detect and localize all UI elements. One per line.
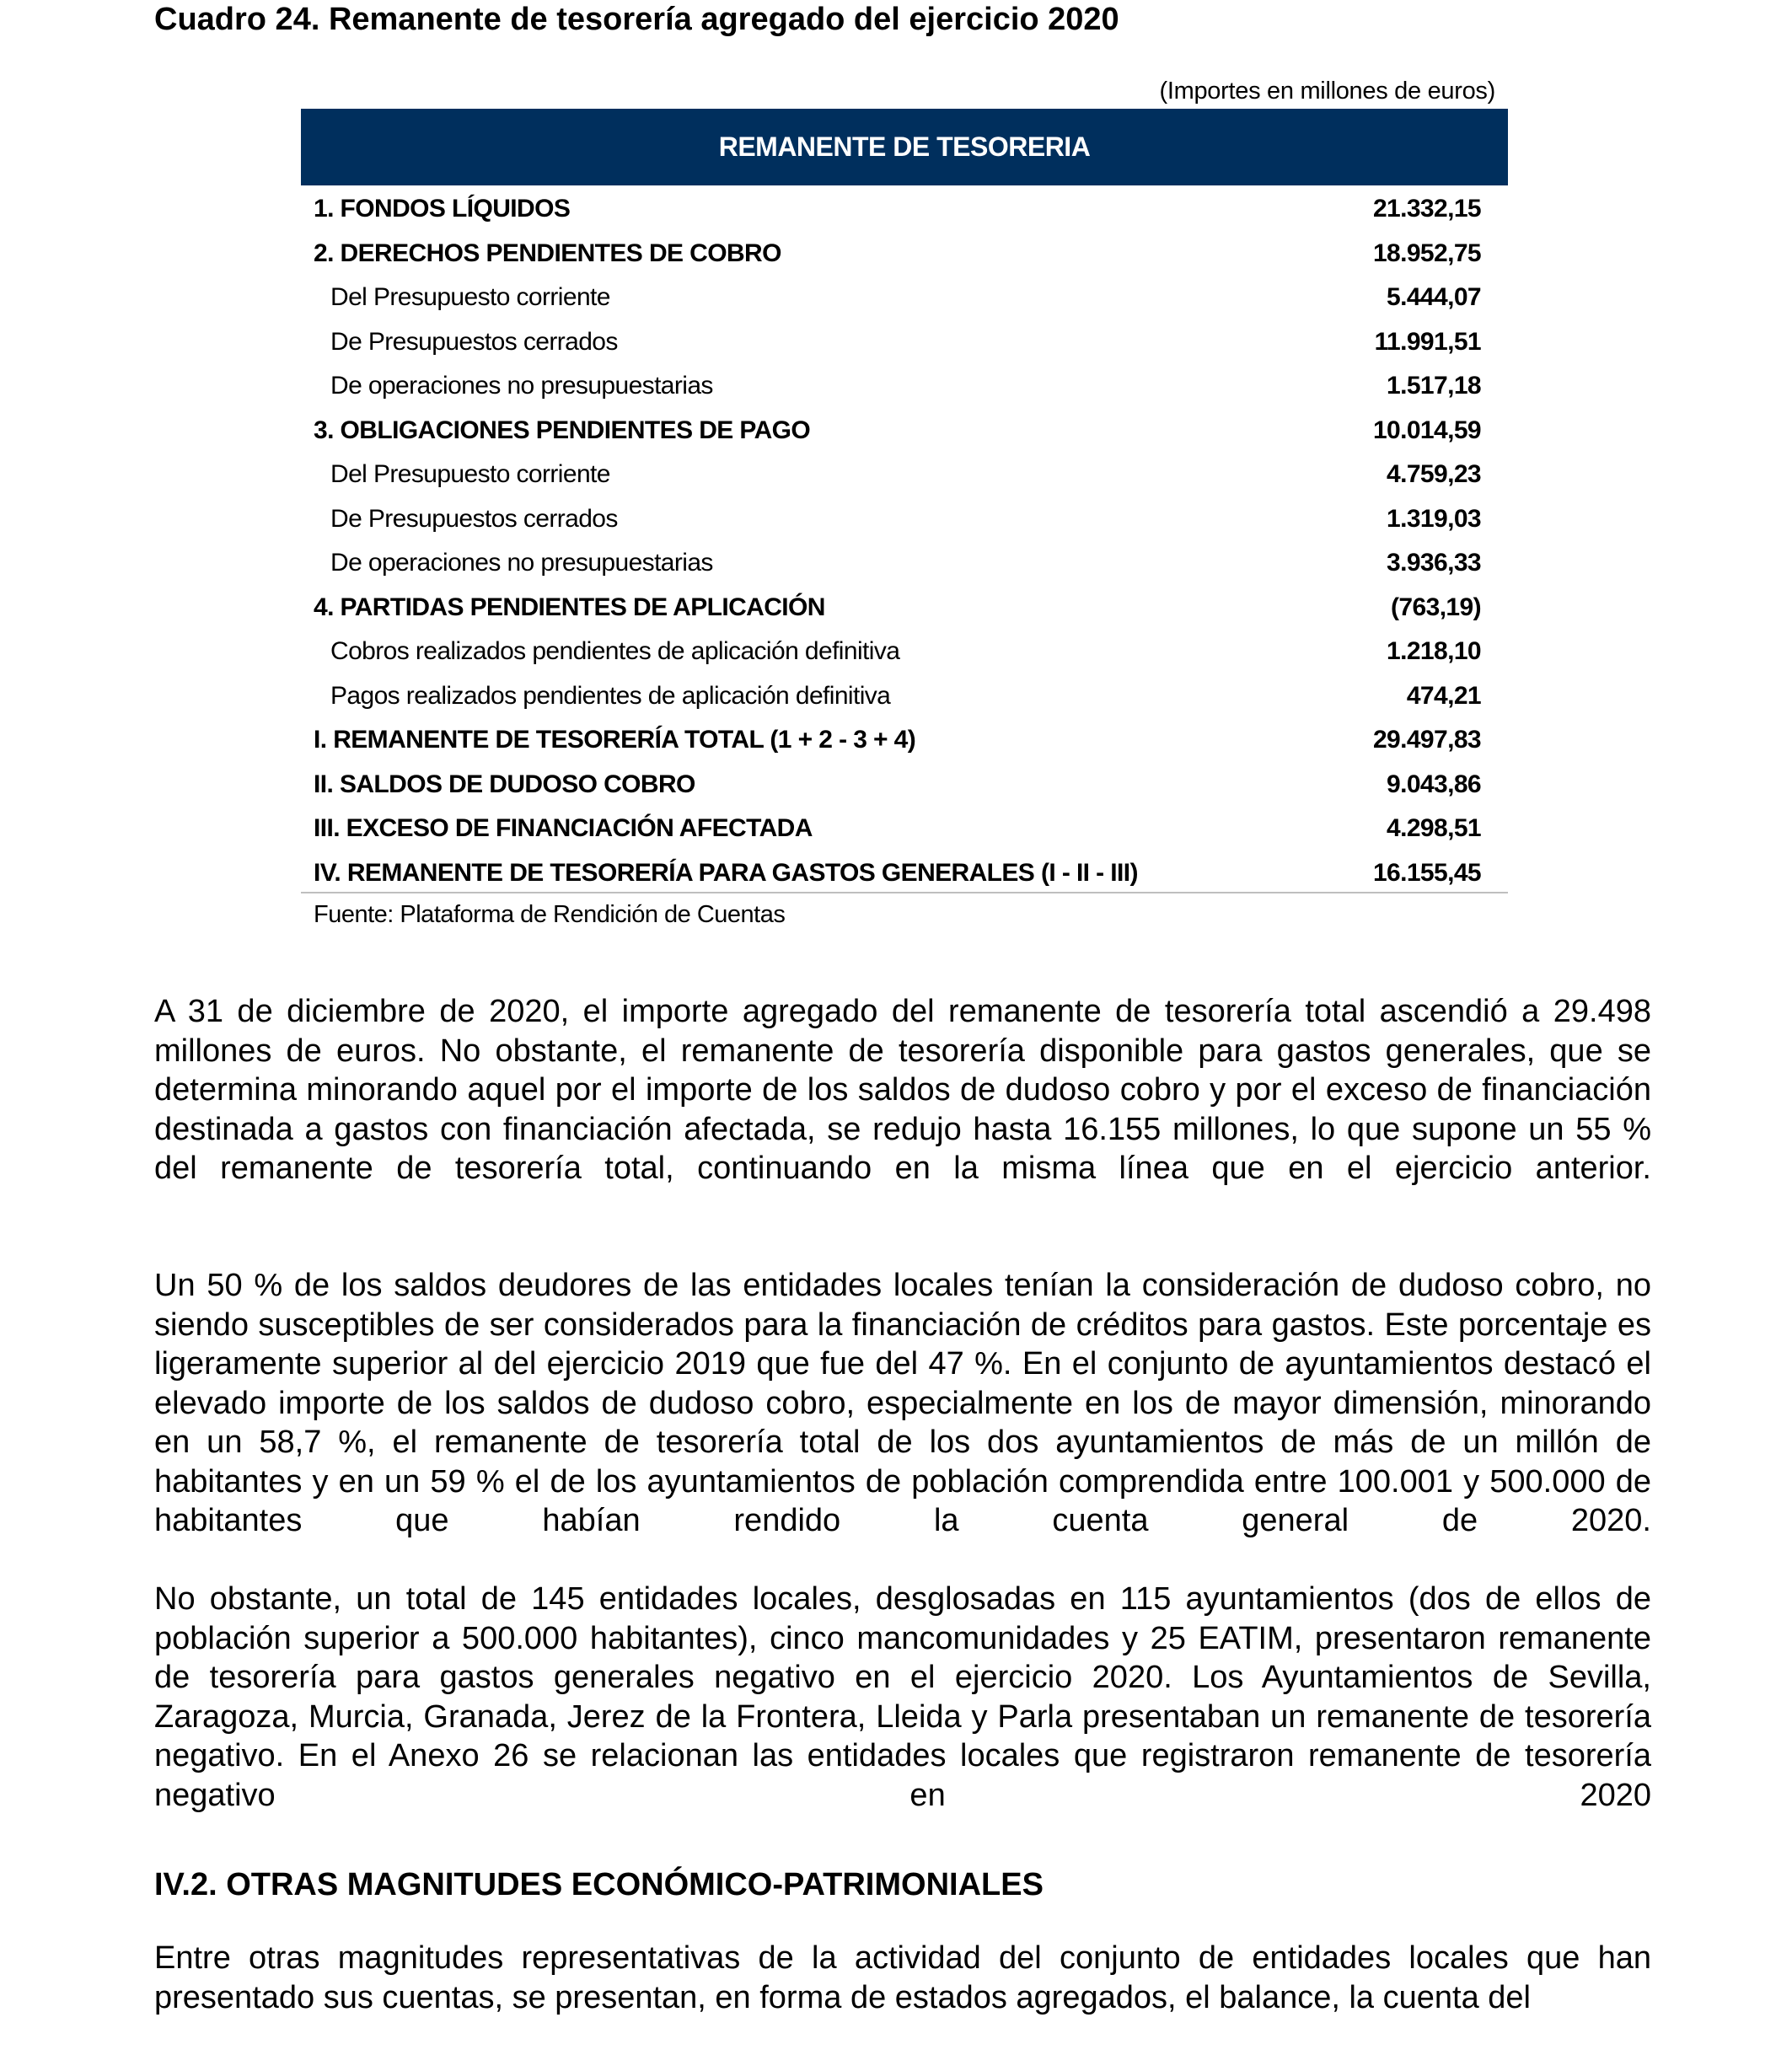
paragraph-doubtful-collection: Un 50 % de los saldos deudores de las entidades locales tenían la consideración de dudoso cobro, no siendo susceptibles de ser considerados para la financiación de créditos para gastos. Este porcentaje es ligeramente superior al del ejercicio 2019 que fue del 47 %. En el conjunto de ayuntamientos destacó el elevado importe de los saldos de dudoso cobro, especialmente en los de mayor dimensión, minorando en un 58,7 %, el remanente de tesorería total de los dos ayuntamientos de más de un millón de habitantes y en un 59 % el de los ayuntamientos de población comprendida entre 100.001 y 500.000 de habitantes que habían rendido la cuenta general de 2020. bbox=[154, 1268, 1651, 1538]
row-value: 18.952,75 bbox=[1372, 239, 1481, 267]
table-row bbox=[301, 407, 1508, 452]
row-value: 3.936,33 bbox=[1387, 549, 1481, 577]
row-value: 10.014,59 bbox=[1372, 416, 1481, 444]
paragraph-other-magnitudes: Entre otras magnitudes representativas de la actividad del conjunto de entidades locales que han presentado sus cuentas, se presentan, en forma de estados agregados, el balance, la cuenta del bbox=[154, 1940, 1651, 2015]
row-value: 11.991,51 bbox=[1374, 327, 1481, 356]
row-label: II. SALDOS DE DUDOSO COBRO bbox=[314, 770, 695, 798]
table-row bbox=[301, 673, 1508, 717]
row-label: De operaciones no presupuestarias bbox=[330, 372, 713, 400]
paragraph-negative-remainder: No obstante, un total de 145 entidades locales, desglosadas en 115 ayuntamientos (dos de ellos de población superior a 500.000 habitantes), cinco mancomunidades y 25 EATIM, presentaron remanente de tesorería para gastos generales negativo en el ejercicio 2020. Los Ayuntamientos de Sevilla, Zaragoza, Murcia, Granada, Jerez de la Frontera, Lleida y Parla presentaban un remanente de tesorería negativo. En el Anexo 26 se relacionan las entidades locales que registraron remanente de tesorería negativo en 2020 bbox=[154, 1581, 1651, 1813]
table-header bbox=[301, 109, 1508, 185]
table-caption: Cuadro 24. Remanente de tesorería agregado del ejercicio 2020 bbox=[154, 2, 1119, 37]
table-row bbox=[301, 274, 1508, 319]
row-value: 16.155,45 bbox=[1372, 858, 1481, 887]
table-header-label: REMANENTE DE TESORERIA bbox=[718, 131, 1091, 162]
table-row bbox=[301, 584, 1508, 629]
table-row bbox=[301, 805, 1508, 850]
row-label: 1. FONDOS LÍQUIDOS bbox=[314, 195, 571, 223]
row-label: Del Presupuesto corriente bbox=[330, 283, 610, 311]
table-row bbox=[301, 230, 1508, 275]
table-row bbox=[301, 628, 1508, 673]
row-value: 4.298,51 bbox=[1387, 814, 1481, 842]
table-row bbox=[301, 496, 1508, 540]
row-value: 5.444,07 bbox=[1387, 283, 1481, 311]
row-label: Del Presupuesto corriente bbox=[330, 460, 610, 488]
row-value: 21.332,15 bbox=[1372, 195, 1481, 223]
row-label: 3. OBLIGACIONES PENDIENTES DE PAGO bbox=[314, 416, 811, 444]
table-source: Fuente: Plataforma de Rendición de Cuentas bbox=[314, 901, 786, 928]
row-value: 1.517,18 bbox=[1387, 372, 1481, 400]
table-row bbox=[301, 716, 1508, 761]
row-value: 29.497,83 bbox=[1372, 726, 1481, 754]
row-label: De operaciones no presupuestarias bbox=[330, 549, 713, 577]
row-label: 4. PARTIDAS PENDIENTES DE APLICACIÓN bbox=[314, 593, 825, 621]
row-label: IV. REMANENTE DE TESORERÍA PARA GASTOS GENERALES (I - II - III) bbox=[314, 858, 1138, 887]
table-row bbox=[301, 185, 1508, 230]
row-value: 1.319,03 bbox=[1387, 504, 1481, 533]
row-label: De Presupuestos cerrados bbox=[330, 327, 618, 356]
table-row bbox=[301, 319, 1508, 363]
row-label: III. EXCESO DE FINANCIACIÓN AFECTADA bbox=[314, 814, 813, 842]
table-row bbox=[301, 761, 1508, 806]
paragraph-summary: A 31 de diciembre de 2020, el importe agregado del remanente de tesorería total ascendió a 29.498 millones de euros. No obstante, el remanente de tesorería disponible para gastos generales, que se determina minorando aquel por el importe de los saldos de dudoso cobro y por el exceso de financiación destinada a gastos con financiación afectada, se redujo hasta 16.155 millones, lo que supone un 55 % del remanente de tesorería total, continuando en la misma línea que en el ejercicio anterior. bbox=[154, 994, 1651, 1186]
row-value: 1.218,10 bbox=[1387, 637, 1481, 665]
row-label: I. REMANENTE DE TESORERÍA TOTAL (1 + 2 - 3 + 4) bbox=[314, 726, 916, 754]
row-value: 4.759,23 bbox=[1387, 460, 1481, 488]
treasury-table bbox=[301, 185, 1508, 893]
row-value: 474,21 bbox=[1406, 681, 1481, 710]
units-note: (Importes en millones de euros) bbox=[1159, 78, 1495, 105]
row-value: 9.043,86 bbox=[1387, 770, 1481, 798]
table-row bbox=[301, 539, 1508, 584]
table-row bbox=[301, 451, 1508, 496]
table-bottom-divider bbox=[301, 892, 1508, 893]
table-row bbox=[301, 850, 1508, 894]
row-label: Pagos realizados pendientes de aplicación definitiva bbox=[330, 681, 891, 710]
row-value: (763,19) bbox=[1391, 593, 1481, 621]
row-label: De Presupuestos cerrados bbox=[330, 504, 618, 533]
table-row bbox=[301, 362, 1508, 407]
row-label: 2. DERECHOS PENDIENTES DE COBRO bbox=[314, 239, 781, 267]
row-label: Cobros realizados pendientes de aplicación definitiva bbox=[330, 637, 900, 665]
section-heading: IV.2. OTRAS MAGNITUDES ECONÓMICO-PATRIMONIALES bbox=[154, 1867, 1044, 1902]
